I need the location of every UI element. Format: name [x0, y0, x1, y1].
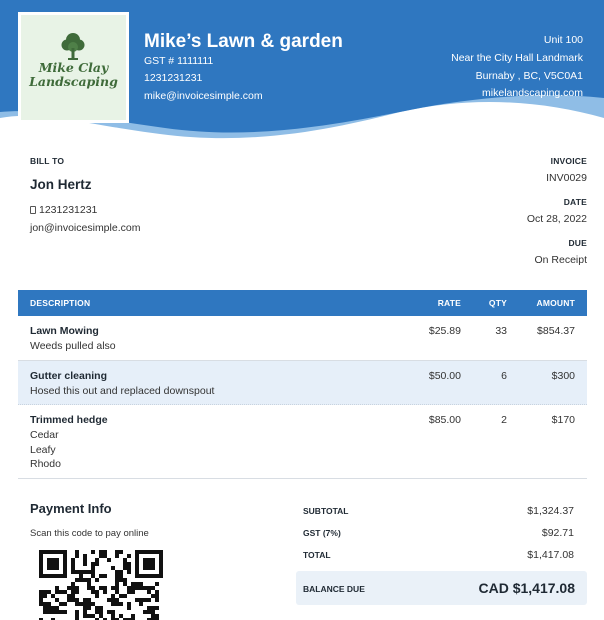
- business-gst: GST # 1111111: [144, 55, 214, 67]
- phone-icon: [30, 206, 36, 214]
- item-description-line: Rhodo: [30, 458, 61, 470]
- table-row: [18, 316, 587, 361]
- items-table-header: [18, 290, 587, 316]
- column-rate: RATE: [437, 298, 461, 308]
- item-rate: $50.00: [428, 370, 461, 382]
- item-amount: $300: [551, 370, 575, 382]
- total-value: $1,417.08: [527, 549, 574, 561]
- invoice-header: [0, 0, 604, 150]
- total-label: TOTAL: [303, 550, 331, 560]
- item-name: Gutter cleaning: [30, 370, 108, 382]
- address-line2: Near the City Hall Landmark: [451, 52, 583, 64]
- tree-icon: [60, 31, 86, 61]
- item-name: Lawn Mowing: [30, 325, 99, 337]
- item-rate: $25.89: [428, 325, 461, 337]
- client-email[interactable]: jon@invoicesimple.com: [30, 222, 141, 234]
- gst-label: GST (7%): [303, 528, 341, 538]
- item-amount: $170: [551, 414, 575, 426]
- due-label: DUE: [568, 238, 587, 248]
- invoice-number-label: INVOICE: [550, 156, 587, 166]
- item-amount: $854.37: [537, 325, 575, 337]
- client-phone: [30, 204, 97, 216]
- date-label: DATE: [563, 197, 587, 207]
- item-description-line: Cedar: [30, 429, 59, 441]
- balance-due-value: CAD $1,417.08: [478, 580, 575, 596]
- item-rate: $85.00: [428, 414, 461, 426]
- item-description: Hosed this out and replaced downspout: [30, 385, 215, 397]
- payment-info-title: Payment Info: [30, 501, 112, 516]
- business-website-link[interactable]: mikelandscaping.com: [482, 87, 583, 99]
- client-phone-number: 1231231231: [39, 204, 98, 216]
- payment-info-subtitle: Scan this code to pay online: [30, 528, 149, 539]
- balance-due-box: [296, 571, 587, 605]
- item-name: Trimmed hedge: [30, 414, 108, 426]
- item-description: Weeds pulled also: [30, 340, 116, 352]
- business-name: Mike’s Lawn & garden: [144, 31, 343, 52]
- invoice-date: Oct 28, 2022: [526, 213, 587, 225]
- item-description-line: Leafy: [30, 443, 56, 456]
- bill-to-label: BILL TO: [30, 156, 65, 166]
- subtotal-label: SUBTOTAL: [303, 506, 349, 516]
- logo-text: [21, 61, 126, 89]
- company-logo: [18, 12, 129, 123]
- balance-due-label: BALANCE DUE: [303, 584, 365, 594]
- client-name: Jon Hertz: [30, 177, 92, 192]
- item-qty: 33: [495, 325, 507, 337]
- subtotal-value: $1,324.37: [527, 505, 574, 517]
- invoice-number: INV0029: [546, 172, 587, 184]
- due-terms: On Receipt: [534, 254, 587, 266]
- table-row: [18, 361, 587, 405]
- address-line1: Unit 100: [543, 34, 583, 46]
- gst-value: $92.71: [541, 527, 574, 539]
- logo-text-line1: Mike Clay: [38, 60, 109, 75]
- item-qty: 6: [501, 370, 507, 382]
- logo-text-line2: Landscaping: [29, 74, 118, 89]
- column-qty: QTY: [488, 298, 507, 308]
- business-email[interactable]: mike@invoicesimple.com: [144, 90, 263, 102]
- business-phone: 1231231231: [144, 72, 203, 84]
- table-row: [18, 405, 587, 479]
- item-qty: 2: [501, 414, 507, 426]
- address-line3: Burnaby , BC, V5C0A1: [475, 70, 583, 82]
- payment-qr-code[interactable]: [39, 550, 163, 620]
- column-amount: AMOUNT: [536, 298, 575, 308]
- column-description: DESCRIPTION: [30, 298, 91, 308]
